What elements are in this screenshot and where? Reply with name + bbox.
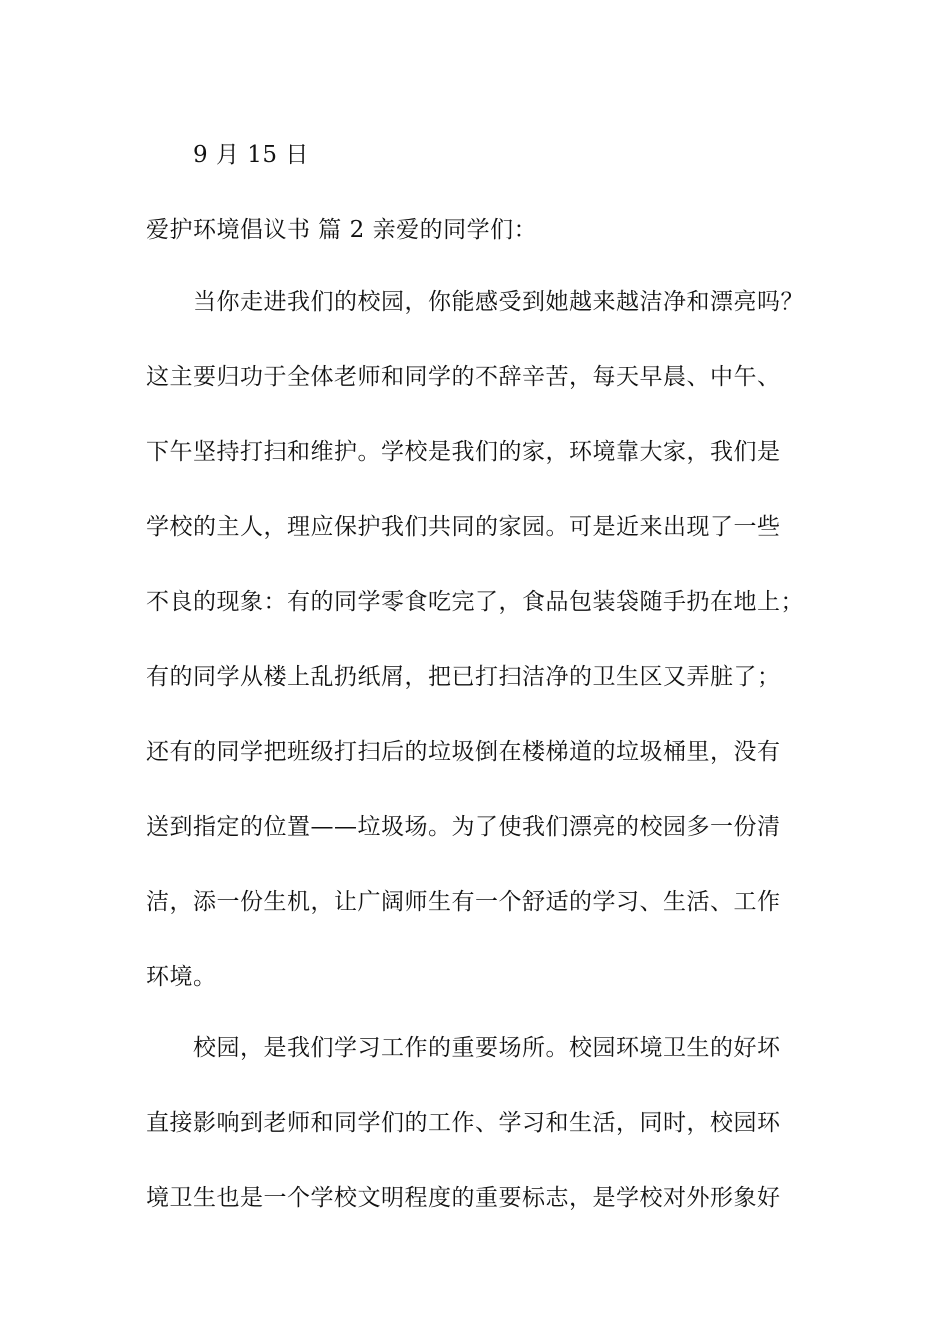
paragraph-line: 这主要归功于全体老师和同学的不辞辛苦，每天早晨、中午、 [146, 364, 781, 390]
paragraph-line: 环境。 [146, 964, 217, 990]
paragraph-line: 直接影响到老师和同学们的工作、学习和生活，同时，校园环 [146, 1110, 781, 1136]
paragraph-line: 洁，添一份生机，让广阔师生有一个舒适的学习、生活、工作 [146, 889, 781, 915]
paragraph-line: 不良的现象：有的同学零食吃完了，食品包装袋随手扔在地上； [146, 589, 804, 615]
paragraph-line: 当你走进我们的校园，你能感受到她越来越洁净和漂亮吗？ [193, 289, 804, 315]
paragraph-1 [146, 286, 836, 1036]
paragraph-line: 境卫生也是一个学校文明程度的重要标志，是学校对外形象好 [146, 1185, 781, 1211]
document-heading: 爱护环境倡议书 篇 2 亲爱的同学们： [146, 217, 538, 243]
paragraph-line: 学校的主人，理应保护我们共同的家园。可是近来出现了一些 [146, 514, 781, 540]
paragraph-line: 校园，是我们学习工作的重要场所。校园环境卫生的好坏 [193, 1035, 781, 1061]
paragraph-line: 送到指定的位置——垃圾场。为了使我们漂亮的校园多一份清 [146, 814, 781, 840]
paragraph-2 [146, 1032, 836, 1257]
paragraph-line: 还有的同学把班级打扫后的垃圾倒在楼梯道的垃圾桶里，没有 [146, 739, 781, 765]
paragraph-line: 下午坚持打扫和维护。学校是我们的家，环境靠大家，我们是 [146, 439, 781, 465]
date-line: 9 月 15 日 [193, 142, 309, 168]
paragraph-line: 有的同学从楼上乱扔纸屑，把已打扫洁净的卫生区又弄脏了； [146, 664, 781, 690]
